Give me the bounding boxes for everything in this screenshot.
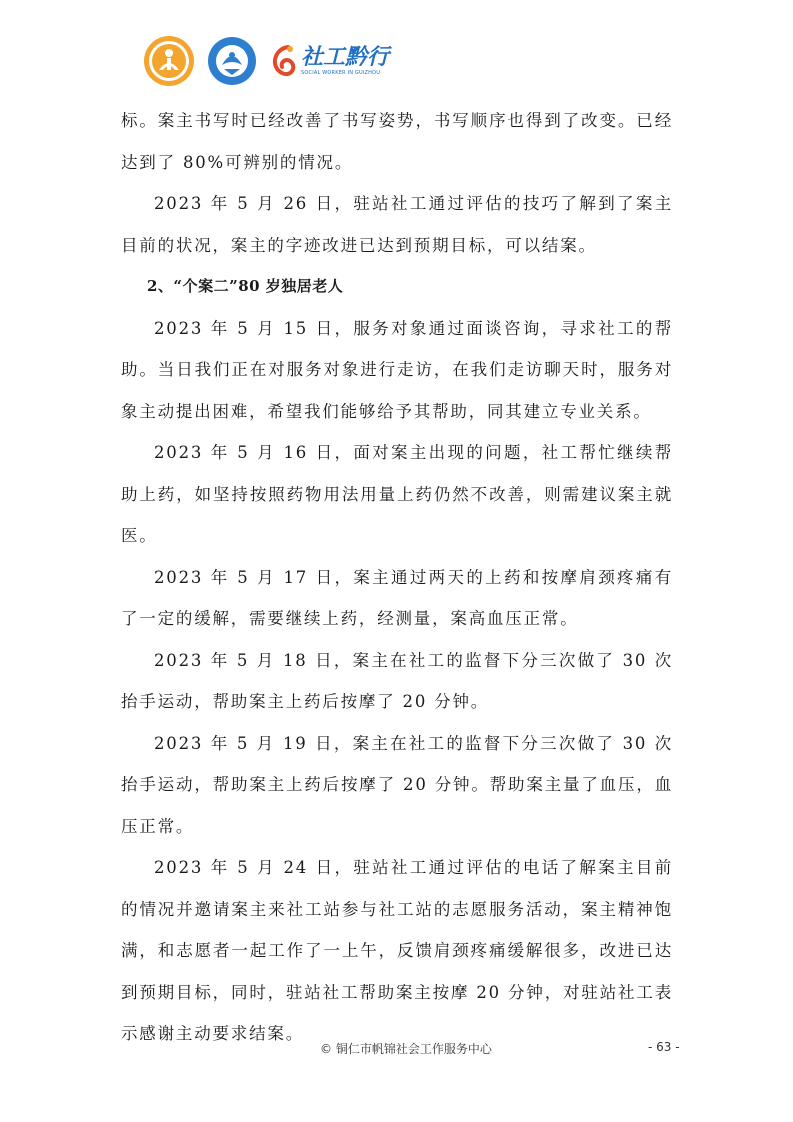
paragraph-4: 2023 年 5 月 16 日，面对案主出现的问题，社工帮忙继续帮助上药，如坚持按照药物用法用量上药仍然不改善，则需建议案主就医。: [121, 443, 673, 545]
footer-org: © 铜仁市帆锦社会工作服务中心: [320, 1042, 492, 1056]
paragraph-8: 2023 年 5 月 24 日，驻站社工通过评估的电话了解案主目前的情况并邀请案主来社工站参与社工站的志愿服务活动，案主精神饱满，和志愿者一起工作了一上午，反馈肩颈疼痛缓解很多，改进已达到预期目标，同时，驻站社工帮助案主按摩 20 分钟，对驻站社工表示感谢主动要求结案。: [121, 858, 673, 1043]
header-logos: [142, 34, 389, 88]
brand-text: 社工黔行: [301, 44, 390, 70]
shegong-qianxing-logo: [268, 41, 389, 81]
paragraph-5: 2023 年 5 月 17 日，案主通过两天的上药和按摩肩颈疼痛有了一定的缓解，需要继续上药，经测量，案高血压正常。: [121, 567, 673, 628]
swirl-icon: [268, 41, 298, 81]
paragraph-1: 标。案主书写时已经改善了书写姿势，书写顺序也得到了改变。已经达到了 80%可辨别的情况。: [121, 111, 673, 172]
paragraph-3: 2023 年 5 月 15 日，服务对象通过面谈咨询，寻求社工的帮助。当日我们正在对服务对象进行走访，在我们走访聊天时，服务对象主动提出困难，希望我们能够给予其帮助，同其建立专业关系。: [121, 318, 673, 421]
paragraph-7: 2023 年 5 月 19 日，案主在社工的监督下分三次做了 30 次抬手运动，帮助案主上药后按摩了 20 分钟。帮助案主量了血压，血压正常。: [121, 733, 673, 836]
social-work-association-logo: [206, 35, 258, 87]
paragraph-2: 2023 年 5 月 26 日，驻站社工通过评估的技巧了解到了案主目前的状况，案主的字迹改进已达到预期目标，可以结案。: [121, 194, 673, 255]
paragraph-6: 2023 年 5 月 18 日，案主在社工的监督下分三次做了 30 次抬手运动，帮助案主上药后按摩了 20 分钟。: [121, 650, 673, 711]
sunflower-logo: [142, 34, 196, 88]
document-body: [121, 100, 673, 1055]
page-number: - 63 -: [648, 1040, 680, 1054]
section-heading: 2、“个案二”80 岁独居老人: [147, 277, 344, 295]
brand-subtext: SOCIAL WORKER IN GUIZHOU: [301, 69, 381, 76]
